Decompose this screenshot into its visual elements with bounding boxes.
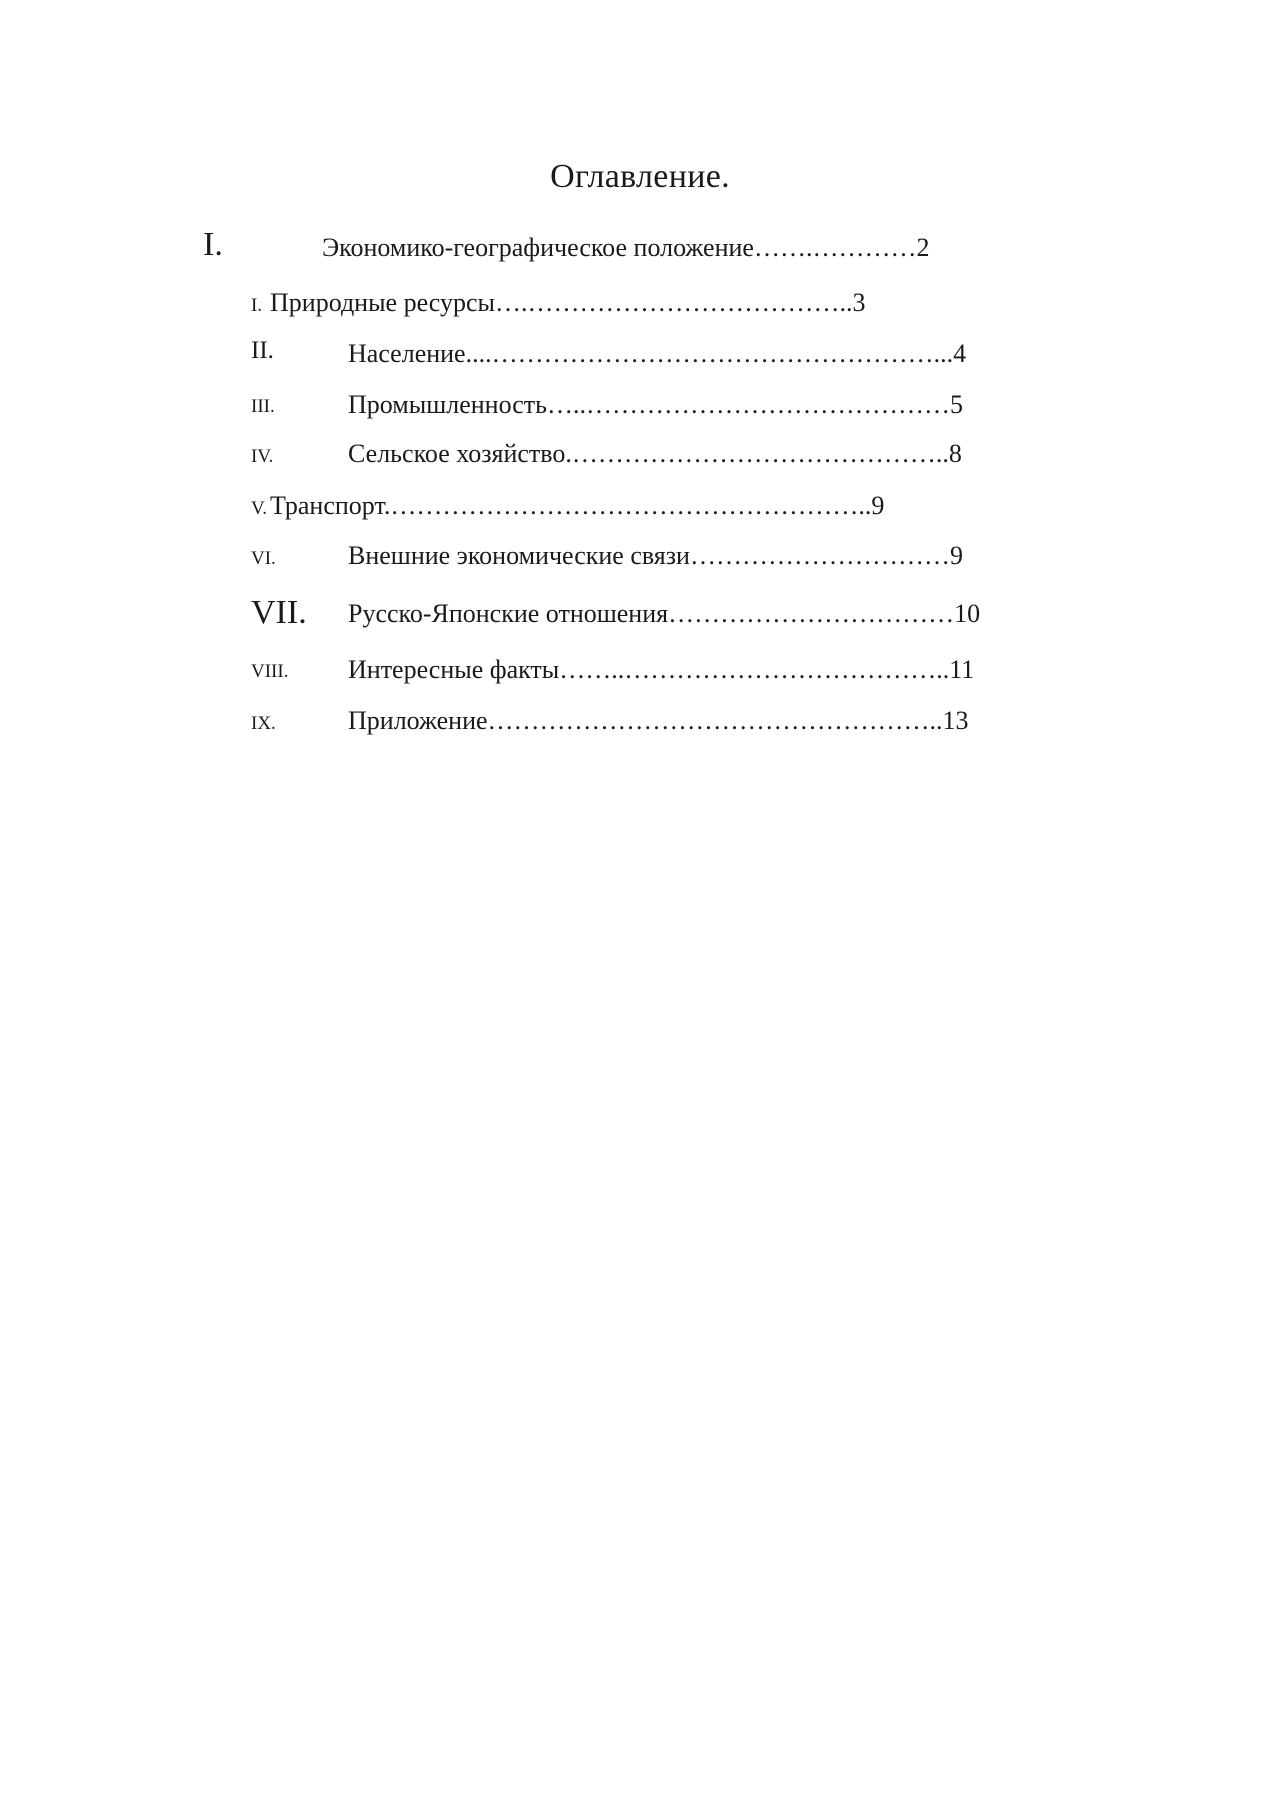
toc-entry-number: III.	[251, 396, 275, 417]
toc-entry-text: Транспорт.………………………………………………..9	[270, 491, 885, 520]
toc-entry-text: Природные ресурсы….………………………………..3	[270, 288, 866, 317]
toc-entry-number: IX.	[251, 713, 276, 734]
toc-entry-number: VI.	[251, 548, 276, 569]
toc-entry-number: VII.	[251, 594, 307, 631]
toc-entry-text: Промышленность…..……………………………………5	[348, 390, 963, 419]
toc-entry-text: Интересные факты……..………………………………..11	[348, 655, 975, 684]
toc-entry-text: Население....……………………………………………...4	[348, 339, 967, 368]
toc-entry-text: Сельское хозяйство.……………………………………..8	[348, 439, 962, 468]
toc-entry-number: IV.	[251, 446, 274, 467]
toc-entry-number: II.	[251, 337, 274, 364]
toc-entry-number: I.	[251, 295, 263, 316]
toc-entry-number: V.	[251, 498, 268, 519]
toc-entry-text: Внешние экономические связи…………………………9	[348, 541, 963, 570]
toc-entry-number: VIII.	[251, 661, 289, 682]
toc-entry-text: Приложение……………………………………………..13	[348, 706, 969, 735]
toc-entry-text: Русско-Японские отношения……………………………10	[348, 599, 981, 628]
toc-entry-text: Экономико-географическое положение…….…………2	[322, 233, 930, 262]
document-title: Оглавление.	[550, 158, 730, 195]
toc-entry-number: I.	[203, 226, 223, 263]
